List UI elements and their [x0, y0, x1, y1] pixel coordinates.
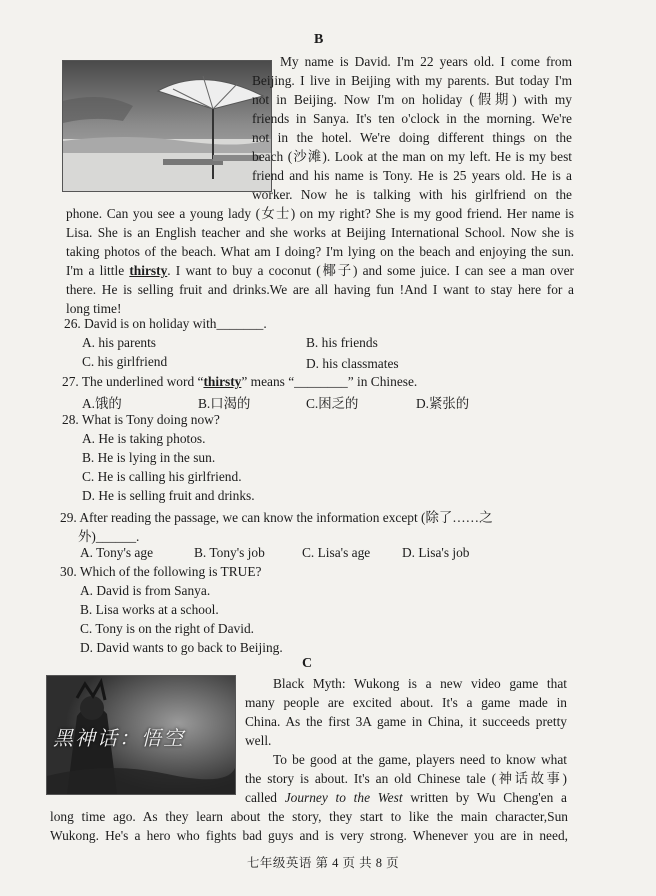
question-30-stem: 30. Which of the following is TRUE? [60, 564, 262, 579]
passage-b-wrap [252, 52, 572, 204]
passage-c-line: the story is about. It's an old Chinese tale (神话故事) [245, 771, 567, 786]
question-26-option-c[interactable]: C. his girlfriend [82, 354, 168, 369]
page-footer-text: 七年级英语 第 4 页 共 8 页 [246, 856, 400, 870]
black-myth-wukong-image [46, 675, 236, 795]
passage-c-line: long time ago. As they learn about the story, they start to like the main character,Sun [50, 809, 568, 824]
question-26-option-b[interactable]: B. his friends [306, 335, 378, 350]
beach-umbrella-image [63, 61, 271, 191]
passage-c-wrap [245, 674, 567, 807]
question-26-stem: 26. David is on holiday with_______. [64, 316, 267, 331]
question-30-option-b[interactable]: B. Lisa works at a school. [80, 602, 219, 617]
passage-c-line: many people are excited about. It's a game made in [245, 695, 567, 710]
passage-b-line: phone. Can you see a young lady (女士) on my right? She is my good friend. Her name is [66, 206, 574, 221]
passage-b-line: not in the hotel. We're doing different things on the [252, 130, 572, 145]
passage-c-text: written by Wu Cheng'en a [402, 790, 567, 805]
question-27-stem [62, 374, 417, 390]
passage-b-text: . I want to buy a coconut (椰子) and some juice. I can see a man over [167, 263, 574, 278]
question-27-option-c[interactable]: C.困乏的 [306, 396, 359, 411]
question-29-option-a[interactable]: A. Tony's age [80, 545, 154, 560]
question-27-option-a[interactable]: A.饿的 [82, 396, 122, 411]
question-27-option-b[interactable]: B.口渴的 [198, 396, 251, 411]
passage-c-line [245, 788, 567, 807]
question-30-option-a[interactable]: A. David is from Sanya. [80, 583, 211, 598]
passage-b-text: I'm a little [66, 263, 130, 278]
passage-b-line: there. He is selling fruit and drinks.We are all having fun !And I want to stay here for a [66, 282, 574, 297]
question-28-option-d[interactable]: D. He is selling fruit and drinks. [82, 488, 255, 503]
question-28-option-a[interactable]: A. He is taking photos. [82, 431, 206, 446]
passage-b-line: Lisa. She is an English teacher and she works at Beijing International School. Now she is [66, 225, 574, 240]
question-26-option-d[interactable]: D. his classmates [306, 356, 399, 371]
underlined-word: thirsty [203, 374, 242, 389]
passage-b-full [66, 204, 574, 318]
passage-b-line: friends in Sanya. It's ten o'clock in the morning. We're [252, 111, 572, 126]
passage-b-line: not in Beijing. Now I'm on holiday (假期) with my [252, 92, 572, 107]
question-29-option-d[interactable]: D. Lisa's job [402, 545, 470, 560]
passage-b-line [66, 261, 574, 280]
question-30-option-c[interactable]: C. Tony is on the right of David. [80, 621, 254, 636]
question-28-option-b[interactable]: B. He is lying in the sun. [82, 450, 216, 465]
passage-c-line: To be good at the game, players need to know what [273, 752, 567, 767]
passage-c-line: well. [245, 733, 272, 748]
beach-photo [62, 60, 272, 192]
passage-b-line: worker. Now he is talking with his girlfriend on the [252, 187, 572, 202]
passage-b-line: My name is David. I'm 22 years old. I come from [280, 54, 572, 69]
section-c-title: C [302, 656, 313, 671]
question-29-stem: 29. After reading the passage, we can know the information except (除了……之 [60, 510, 493, 525]
question-26-option-a[interactable]: A. his parents [82, 335, 157, 350]
question-29-option-c[interactable]: C. Lisa's age [302, 545, 371, 560]
underlined-word: thirsty [129, 263, 168, 278]
passage-b-line: beach (沙滩). Look at the man on my left. He is my best [252, 149, 572, 164]
passage-b-line: Beijing. I live in Beijing with my parents. But today I'm [252, 73, 572, 88]
passage-c-line: China. As the first 3A game in China, it succeeds pretty [245, 714, 567, 729]
passage-c-line: Wukong. He's a hero who fights bad guys and is very strong. Whenever you are in need, [50, 828, 568, 843]
question-30-option-d[interactable]: D. David wants to go back to Beijing. [80, 640, 283, 655]
question-27-stem-text: 27. The underlined word “ [62, 374, 204, 389]
question-27-option-d[interactable]: D.紧张的 [416, 396, 470, 411]
passage-b-line: long time! [66, 301, 122, 316]
question-28-stem: 28. What is Tony doing now? [62, 412, 220, 427]
passage-c-text: called [245, 790, 285, 805]
question-29-stem-cont: 外)______. [78, 529, 140, 544]
passage-b-line: taking photos of the beach. What am I doing? I'm lying on the beach and enjoying the sun. [66, 244, 574, 259]
question-27-stem-text: ” means “________” in Chinese. [241, 374, 418, 389]
book-title: Journey to the West [284, 790, 403, 805]
passage-c-line: Black Myth: Wukong is a new video game that [273, 676, 567, 691]
question-28-option-c[interactable]: C. He is calling his girlfriend. [82, 469, 242, 484]
passage-b-line: friend and his name is Tony. He is 25 years old. He is a [252, 168, 572, 183]
question-29-option-b[interactable]: B. Tony's job [194, 545, 265, 560]
section-b-title: B [314, 32, 324, 47]
image-caption: 黑神话：悟空 [53, 726, 185, 750]
passage-c-full [50, 807, 568, 845]
page-footer [0, 853, 656, 871]
